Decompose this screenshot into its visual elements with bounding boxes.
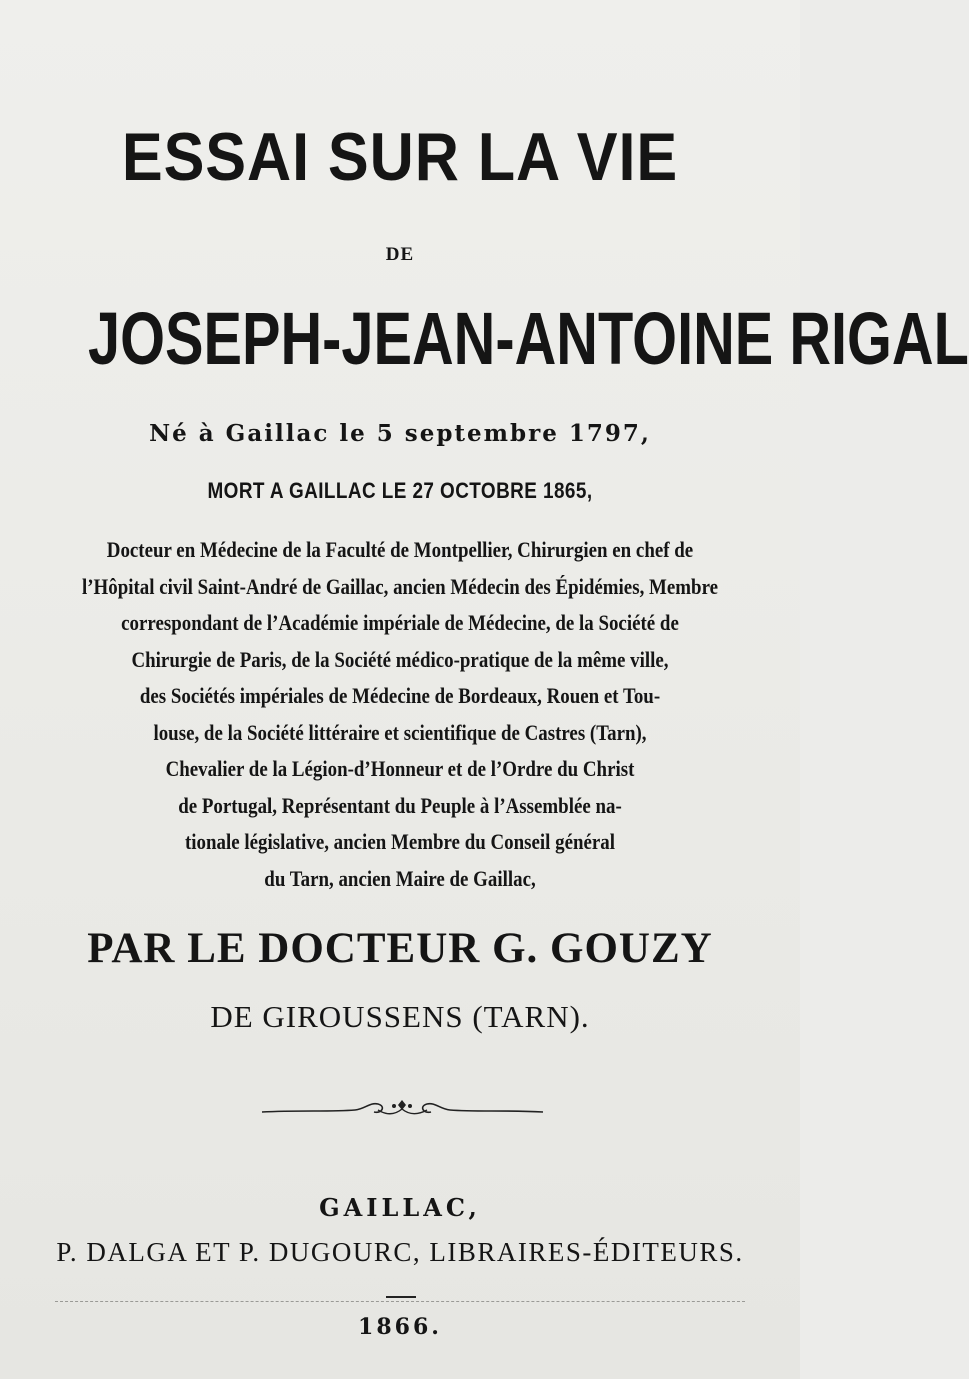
ornamental-flourish-icon [260,1096,545,1122]
author-line: PAR LE DOCTEUR G. GOUZY [87,925,713,972]
author-origin: DE GIROUSSENS (TARN). [210,999,590,1034]
short-rule [386,1296,416,1298]
description-line: Chirurgie de Paris, de la Société médico-pratique de la même ville, [131,646,669,672]
description-line: du Tarn, ancien Maire de Gaillac, [264,865,536,891]
dashed-rule [55,1301,745,1302]
birth-line: Né à Gaillac le 5 septembre 1797, [149,420,651,447]
description-line: correspondant de l’Académie impériale de Médecine, de la Société de [121,610,679,635]
description-line: louse, de la Société littéraire et scientifique de Castres (Tarn), [153,719,647,745]
description-line: l’Hôpital civil Saint-André de Gaillac, ancien Médecin des Épidémies, Membre [81,573,719,599]
subject-name: JOSEPH-JEAN-ANTOINE RIGAL [88,297,969,380]
description-line: de Portugal, Représentant du Peuple à l’Assemblée na- [178,792,622,818]
description-line: tionale législative, ancien Membre du Conseil général [184,829,616,854]
subject-description [30,532,770,897]
description-line: des Sociétés impériales de Médecine de Bordeaux, Rouen et Tou- [139,683,661,708]
city-name: GAILLAC, [319,1193,481,1222]
book-title: ESSAI SUR LA VIE [121,119,679,195]
publication-year: 1866. [358,1314,442,1340]
death-line: MORT A GAILLAC LE 27 OCTOBRE 1865, [207,478,593,503]
description-line: Docteur en Médecine de la Faculté de Montpellier, Chirurgien en chef de [106,537,694,562]
title-preposition: DE [385,244,415,265]
description-line: Chevalier de la Légion-d’Honneur et de l’Ordre du Christ [165,756,635,781]
publisher-line: P. DALGA ET P. DUGOURC, LIBRAIRES-ÉDITEURS. [56,1237,744,1267]
